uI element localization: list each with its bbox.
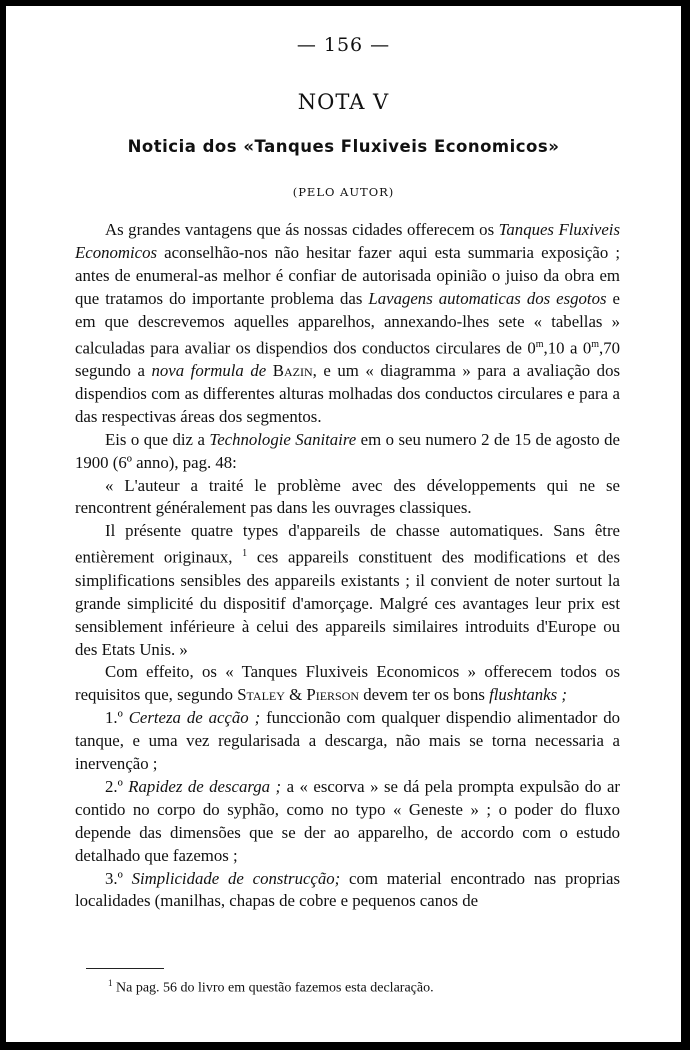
byline: (PELO AUTOR) (292, 185, 395, 199)
paragraph-2: Eis o que diz a Technologie Sanitaire em o seu numero 2 de 15 de agosto de 1900 (6º anno), pag. 48: (75, 429, 620, 472)
book-page (6, 6, 681, 1042)
paragraph-5: Com effeito, os « Tanques Fluxiveis Economicos » offerecem todos os requisitos que, segundo Staley & Pierson devem ter os bons flushtanks ; (75, 662, 620, 705)
footnote: $^1$ Na pag. 56 do livro em questão fazemos esta declaração. (108, 978, 434, 996)
note-subtitle: Noticia dos «Tanques Fluxiveis Economicos» (127, 137, 560, 156)
footnote-reference: 1 (242, 548, 248, 560)
paragraph-3-quote: « L'auteur a traité le problème avec des développements qui ne se rencontrent généralement pas dans les ouvrages classiques. (75, 475, 620, 518)
body-text (75, 219, 620, 913)
paragraph-4-quote: Il présente quatre types d'appareils de chasse automatiques. Sans être entièrement originaux, $^1$ ces appareils constituent des modifications et des simplifications sensibles des appareils existants ; il convient de noter surtout la grande simplicité du dispositif d'amorçage. Malgré ces avantages leur prix est sensiblement inférieure à celui des appareils similaires introduits d'Europe ou des Etats Unis. » (75, 521, 621, 659)
paragraph-1: As grandes vantagens que ás nossas cidades offerecem os Tanques Fluxiveis Economicos aconselhão-nos não hesitar fazer aqui esta summaria exposição ; antes de enumeral-as melhor é confiar de autorisada opinião o juiso da obra em que tratamos do importante problema das Lavagens automaticas dos esgotos e em que descrevemos aquelles apparelhos, annexando-lhes sete « tabellas » calculadas para avaliar os dispendios dos conductos circulares de 0$^m$,10 a 0$^m$,70 segundo a nova formula de Bazin, e um « diagramma » para a avaliação dos dispendios com as differentes alturas molhadas dos conductos circulares e para a das respectivas áreas dos segmentos. (75, 220, 620, 426)
page-number: — 156 — (296, 34, 391, 56)
list-item-2: 2.º Rapidez de descarga ; a « escorva » se dá pela prompta expulsão do ar contido no corpo do syphão, como no typo « Geneste » ; o poder do fluxo depende das dimensões que se der ao apparelho, de accordo com o estudo detalhado que fazemos ; (75, 776, 620, 865)
list-item-1: 1.º Certeza de acção ; funccionão com qualquer dispendio alimentador do tanque, e uma vez regularisada a descarga, não mais se torna necessaria a inervenção ; (75, 708, 620, 774)
footnote-divider (86, 968, 164, 969)
list-item-3: 3.º Simplicidade de construcção; com material encontrado nas proprias localidades (manilhas, chapas de cobre e pequenos canos de (75, 868, 620, 911)
note-title: NOTA V (297, 90, 390, 114)
